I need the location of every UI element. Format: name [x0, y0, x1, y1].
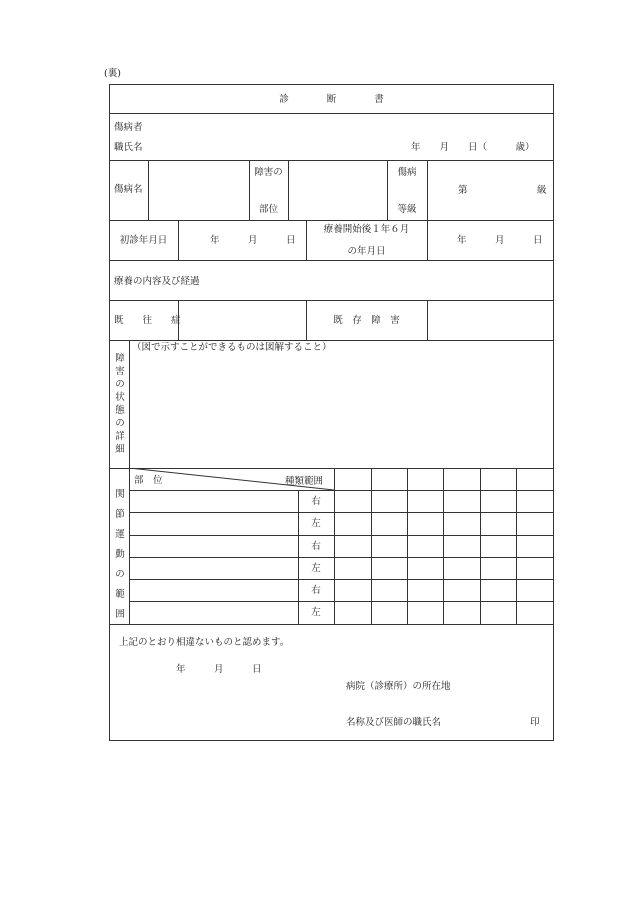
patient-birthdate-age[interactable]: 年 月 日（ 歳） — [411, 142, 535, 153]
joint-row-side: 右 — [311, 585, 321, 596]
injury-name-field[interactable] — [149, 161, 248, 219]
disability-detail-note: （図で示すことができるものは図解すること） — [132, 342, 332, 353]
injury-grade-prefix: 第 — [458, 185, 468, 196]
after-18-months-label-line1: 療養開始後１年６月 — [323, 224, 410, 235]
certification-statement: 上記のとおり相違ないものと認めます。 — [119, 637, 290, 648]
first-visit-date[interactable]: 年 月 日 — [210, 235, 296, 246]
patient-label-line2: 職氏名 — [114, 142, 143, 153]
injury-name-label: 傷病名 — [114, 184, 143, 195]
form-title: 診 断 書 — [279, 94, 384, 105]
disability-site-label-top: 障害の — [254, 167, 283, 178]
joint-range-label: 関節運動の範囲 — [115, 489, 125, 620]
joint-row-side: 右 — [311, 496, 321, 507]
existing-disability-label: 既 存 障 害 — [333, 315, 400, 326]
treatment-label: 療養の内容及び経過 — [114, 276, 200, 287]
disability-detail-label: 障害の状態の詳細 — [115, 353, 125, 455]
past-history-field[interactable] — [179, 301, 305, 339]
joint-row-side: 左 — [311, 518, 321, 529]
side-label: (裏) — [104, 68, 121, 79]
joint-row-side: 右 — [311, 541, 321, 552]
after-18-months-label-line2: の年月日 — [347, 246, 386, 257]
past-history-label: 既 往 症 — [114, 315, 181, 326]
disability-site-field[interactable] — [289, 161, 386, 219]
after-18-months-date[interactable]: 年 月 日 — [457, 235, 543, 246]
hospital-address-label: 病院（診療所）の所在地 — [346, 681, 451, 692]
joint-row-side: 左 — [311, 563, 321, 574]
injury-grade-suffix: 級 — [537, 185, 547, 196]
certification-date[interactable]: 年 月 日 — [176, 664, 262, 675]
seal-mark: 印 — [530, 717, 540, 728]
joint-row-side: 左 — [311, 607, 321, 618]
joint-site-header: 部 位 — [134, 475, 163, 486]
existing-disability-field[interactable] — [428, 301, 553, 339]
joint-type-header: 種類範囲 — [285, 476, 324, 487]
injury-grade-label-bottom: 等級 — [397, 204, 417, 215]
patient-label-line1: 傷病者 — [114, 122, 143, 133]
injury-grade-label-top: 傷病 — [397, 167, 417, 178]
doctor-name-label: 名称及び医師の職氏名 — [346, 717, 442, 728]
first-visit-label: 初診年月日 — [119, 235, 168, 246]
disability-site-label-bottom: 部位 — [258, 204, 278, 215]
disability-detail-field[interactable] — [130, 356, 553, 467]
